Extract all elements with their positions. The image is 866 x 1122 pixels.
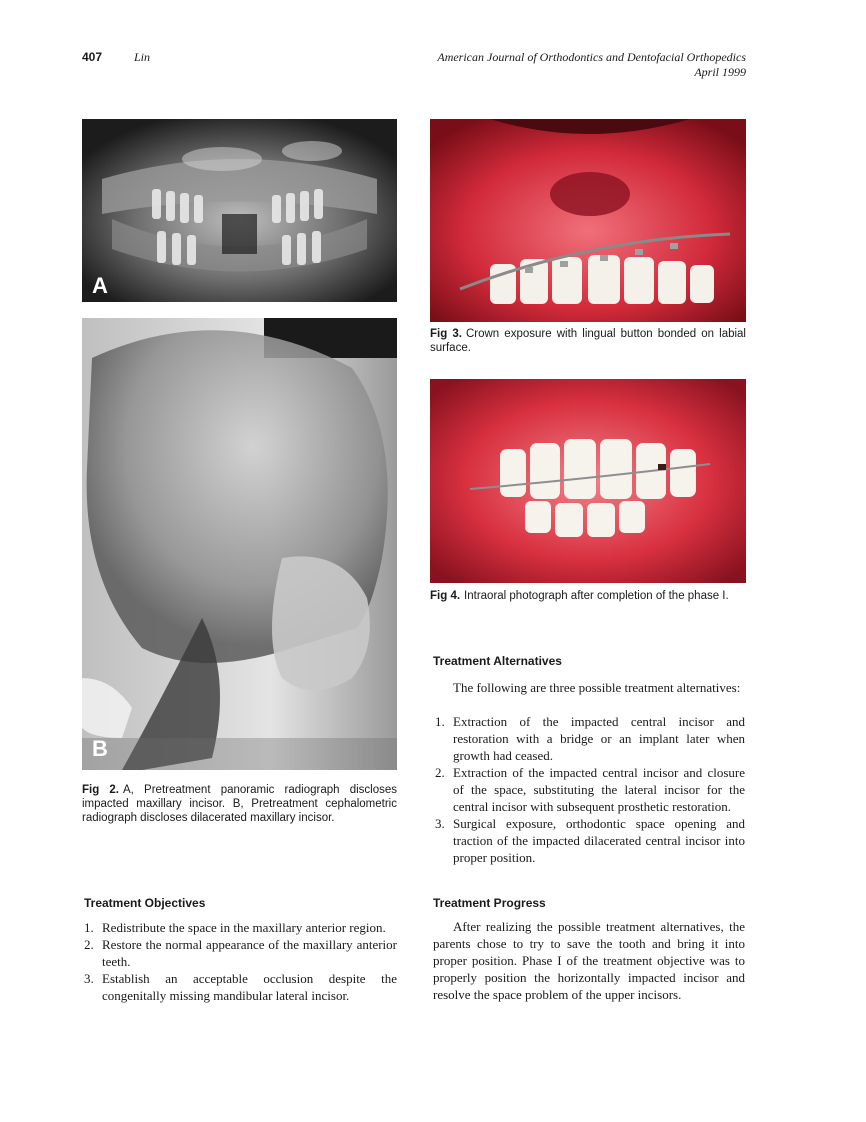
fig4-caption-text: Intraoral photograph after completion of the phase I. (464, 590, 729, 602)
fig3-intraoral-photo (430, 119, 746, 322)
page-number: 407 (82, 50, 103, 64)
journal-date: April 1999 (694, 65, 746, 79)
fig3-caption-label: Fig 3. (430, 328, 462, 340)
running-head-author: Lin (134, 50, 151, 64)
fig2b-cephalometric-radiograph (82, 318, 397, 770)
list-item: 1. Redistribute the space in the maxillary anterior region. (84, 920, 386, 935)
fig2-caption-label: Fig 2. (82, 784, 120, 796)
fig2a-panoramic-radiograph (82, 119, 397, 302)
journal-title: American Journal of Orthodontics and Dentofacial Orthopedics (437, 50, 746, 64)
treatment-alternatives-intro: The following are three possible treatment alternatives: (453, 680, 741, 695)
fig2-caption-text: A, Pretreatment panoramic radiograph discloses impacted maxillary incisor. B, Pretreatment cephalometric radiograph discloses dilacerated maxillary incisor. (82, 784, 398, 824)
treatment-objectives-list (82, 919, 397, 1004)
running-head (82, 50, 746, 84)
fig2a-panel-letter: A (92, 273, 108, 298)
fig2b-panel-letter: B (92, 736, 108, 761)
fig3-caption (430, 327, 746, 355)
treatment-progress-heading: Treatment Progress (433, 896, 546, 910)
list-item: 2. Restore the normal appearance of the maxillary anterior teeth. (84, 937, 397, 969)
fig4-intraoral-photo (430, 379, 746, 583)
running-head-journal (437, 50, 746, 80)
fig3-caption-text: Crown exposure with lingual button bonded on labial surface. (430, 328, 746, 354)
treatment-alternatives-list (433, 713, 745, 866)
list-item: 3. Surgical exposure, orthodontic space opening and traction of the impacted dilacerated central incisor into proper position. (435, 816, 745, 865)
treatment-alternatives-heading: Treatment Alternatives (433, 654, 562, 668)
treatment-objectives-heading: Treatment Objectives (84, 896, 206, 910)
fig2-caption (82, 783, 397, 825)
fig4-caption (430, 589, 746, 603)
list-item: 3. Establish an acceptable occlusion despite the congenitally missing mandibular lateral incisor. (84, 971, 397, 1003)
treatment-progress-paragraph: After realizing the possible treatment alternatives, the parents chose to try to save the tooth and bring it into proper position. Phase I of the treatment objective was to properly position the horizontally impacted incisor and resolve the space problem of the upper incisors. (433, 919, 745, 1002)
list-item: 1. Extraction of the impacted central incisor and restoration with a bridge or an implant later when growth had ceased. (435, 714, 745, 763)
fig4-caption-label: Fig 4. (430, 590, 461, 602)
list-item: 2. Extraction of the impacted central incisor and closure of the space, substituting the lateral incisor for the central incisor with subsequent prosthetic restoration. (435, 765, 745, 814)
